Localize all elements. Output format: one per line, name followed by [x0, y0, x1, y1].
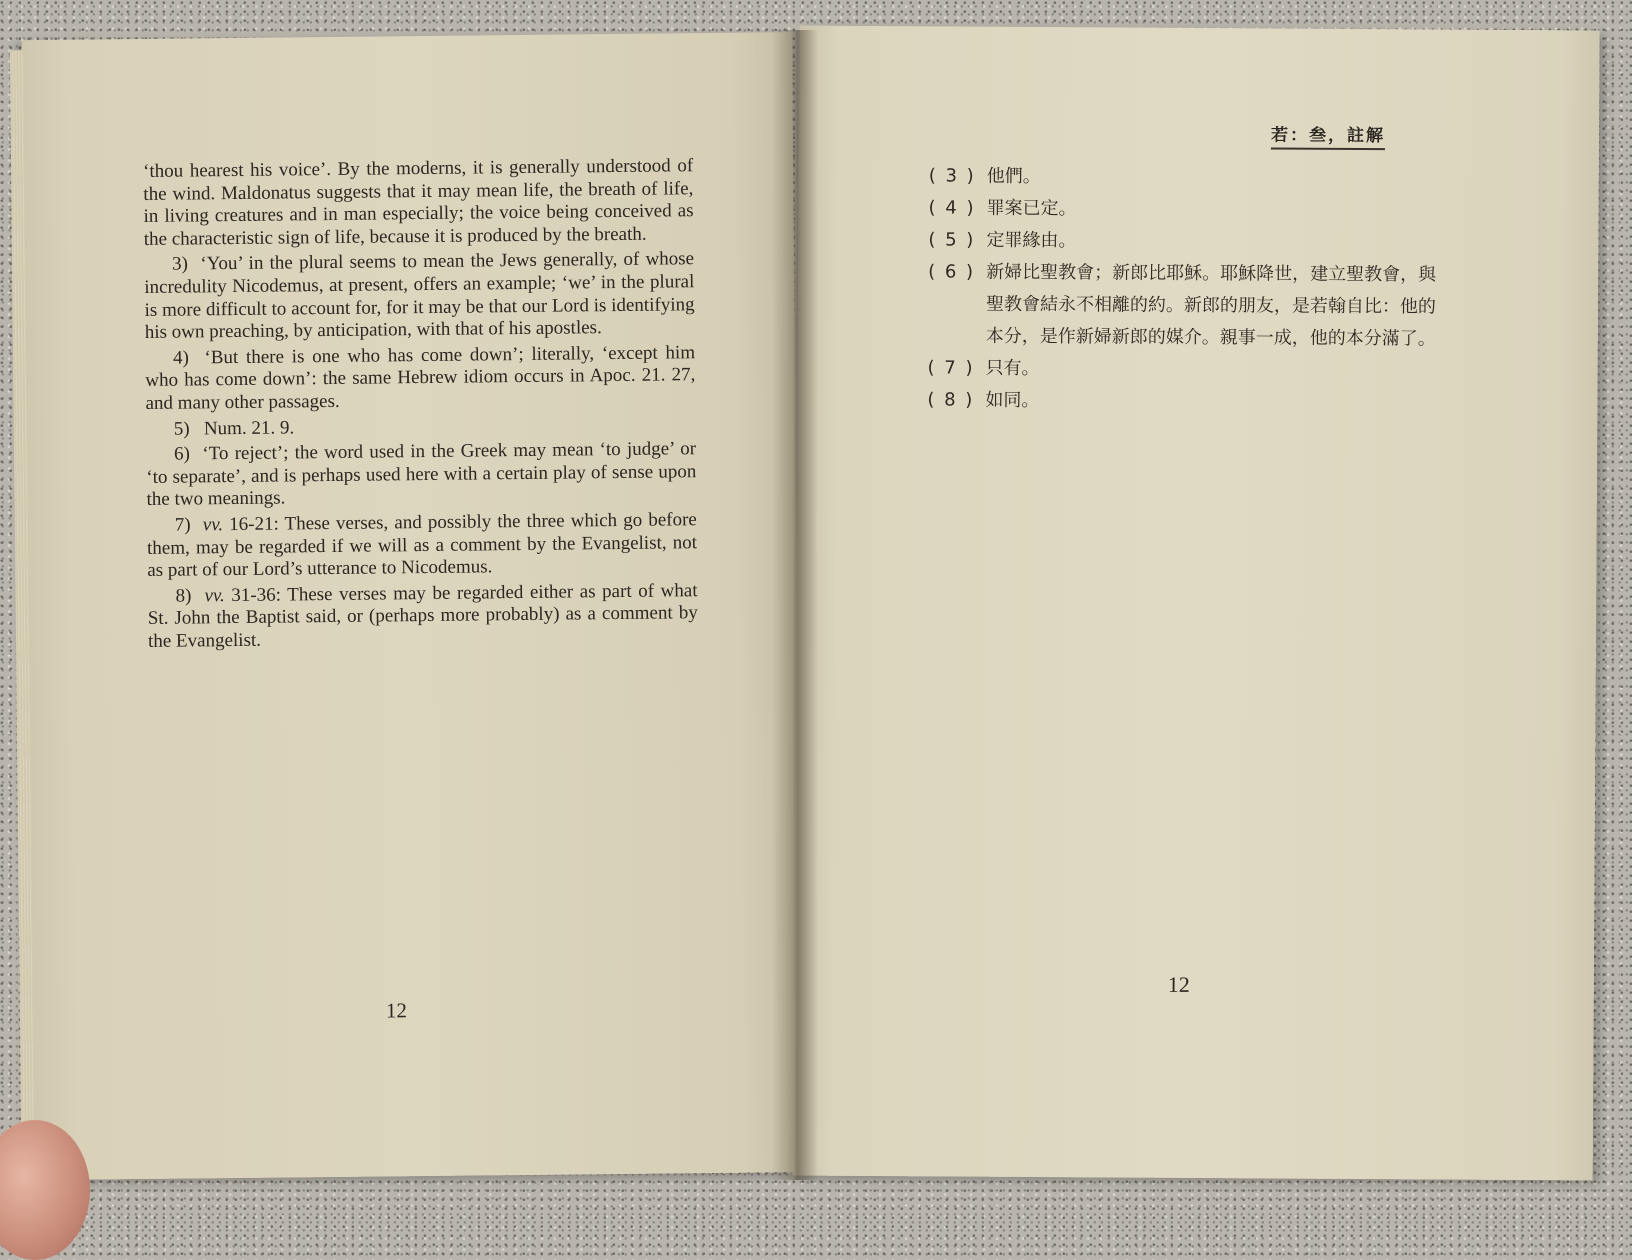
cn-note-number: ( 6 )	[928, 261, 976, 283]
running-header: 若：叁，註解	[1271, 120, 1385, 150]
paragraph-text: ‘thou hearest his voice’. By the moderns, it is generally understood of the wind. Maldonatus suggests that it may mean life, the breath of life, in living creatures and in man especially; the voice being conceived as the characteristic sign of life, because it is produced by the breath.	[143, 155, 694, 250]
note-number: 3)	[171, 253, 189, 276]
left-page	[22, 32, 804, 1180]
note-number: 4)	[172, 347, 190, 369]
note-text: ‘But there is one who has come down’; literally, ‘except him who has come down’: the same Hebrew idiom occurs in Apoc. 21. 27, and many other passages.	[145, 341, 696, 414]
cn-note-text: 新婦比聖教會；新郎比耶穌。耶穌降世，建立聖教會，與聖教會結永不相離的約。新郎的朋友，是若翰自比：他的本分，是作新婦新郎的媒介。親事一成，他的本分滿了。	[985, 261, 1437, 350]
note-7	[147, 509, 698, 583]
note-4	[145, 342, 696, 416]
cn-note-number: ( 7 )	[927, 357, 975, 379]
cn-note-number: ( 3 )	[928, 165, 976, 187]
cn-note-number: ( 5 )	[928, 229, 976, 251]
left-page-number: 12	[385, 998, 408, 1023]
cn-note-text: 罪案已定。	[986, 197, 1077, 220]
note-text: ‘To reject’; the word used in the Greek may mean ‘to judge’ or ‘to separate’, and is perhaps used here with a certain play of sense upon the two meanings.	[146, 438, 697, 511]
cn-note-text: 只有。	[985, 357, 1040, 380]
note-number: 5)	[173, 418, 190, 440]
cn-note-7	[927, 352, 1447, 387]
cn-note-6	[928, 256, 1449, 355]
right-page	[793, 26, 1600, 1181]
verse-ref: vv.	[202, 514, 224, 536]
book-gutter	[772, 30, 818, 1180]
cn-note-text: 如同。	[985, 389, 1040, 412]
paragraph-continuation	[143, 155, 694, 251]
cn-note-text: 定罪緣由。	[986, 229, 1077, 252]
note-8	[147, 580, 698, 654]
note-text: Num. 21. 9.	[203, 416, 295, 439]
right-page-number: 12	[1167, 971, 1190, 997]
note-number: 6)	[173, 443, 191, 465]
cn-note-text: 他們。	[986, 165, 1041, 188]
note-text: 31-36: These verses may be regarded either as part of what St. John the Baptist said, or (perhaps more probably) as a comment by the Evangelist.	[147, 579, 698, 652]
chinese-notes	[927, 160, 1449, 419]
note-6	[146, 438, 697, 512]
note-5	[146, 413, 696, 441]
cn-note-4	[928, 192, 1448, 227]
note-text: ‘You’ in the plural seems to mean the Jews generally, of whose incredulity Nicodemus, at present, offers an example; ‘we’ in the plural is more difficult to account for, for it may be that our Lord is identifying his own preaching, by anticipation, with that of his apostles.	[144, 248, 695, 344]
verse-ref: vv.	[204, 584, 225, 607]
cn-note-3	[929, 160, 1449, 195]
note-number: 8)	[175, 585, 192, 607]
left-page-text	[143, 155, 698, 656]
cn-note-number: ( 8 )	[927, 389, 975, 411]
cn-note-8	[927, 384, 1447, 419]
cn-note-number: ( 4 )	[928, 197, 976, 219]
note-3	[144, 249, 695, 345]
note-text: 16-21: These verses, and possibly the three which go before them, may be regarded if we will as a comment by the Evangelist, not as part of our Lord’s utterance to Nicodemus.	[146, 509, 698, 582]
note-number: 7)	[174, 514, 191, 536]
cn-note-5	[928, 224, 1448, 259]
